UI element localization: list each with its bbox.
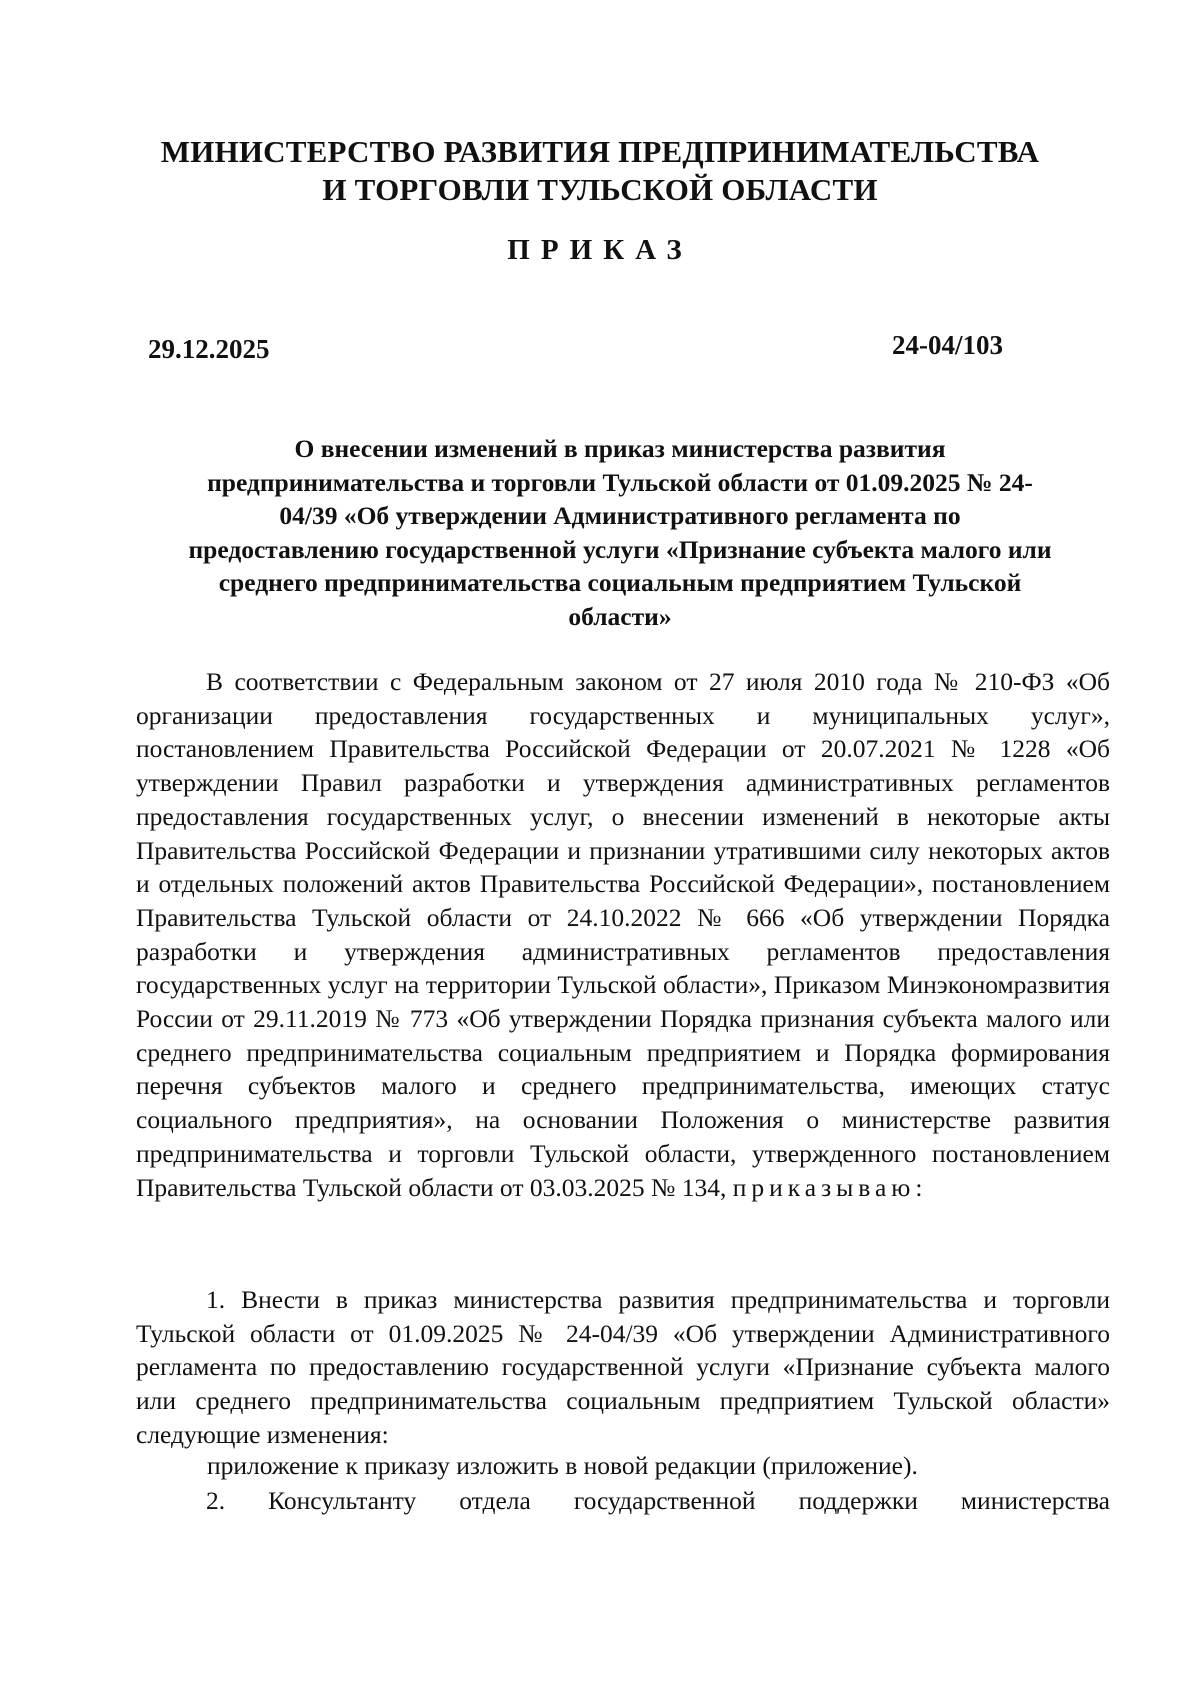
ministry-line-2: И ТОРГОВЛИ ТУЛЬСКОЙ ОБЛАСТИ [322,172,878,207]
item-1-paragraph [136,1283,1110,1452]
preamble-paragraph [136,665,1110,1204]
subject-line-5: среднего предпринимательства социальным предприятием Тульской [218,568,1022,597]
order-word: приказываю: [732,1172,928,1202]
item-2-text: 2. Консультанту отдела государственной поддержки министерства [206,1486,1110,1515]
subject-line-3: 04/39 «Об утверждении Административного регламента по [279,501,961,530]
order-date: 29.12.2025 [148,334,270,364]
subject-line-4: предоставлению государственной услуги «Признание субъекта малого или [188,534,1052,564]
subject-line-6: области» [568,601,672,631]
item-1-subclause: приложение к приказу изложить в новой редакции (приложение). [207,1451,918,1480]
order-number: 24-04/103 [892,330,1003,360]
document-type: ПРИКАЗ [507,234,693,266]
item-1-text: 1. Внести в приказ министерства развития предпринимательства и торговли Тульской области от 01.09.2025 № 24-04/39 «Об утверждении Административного регламента по предоставлению государственной услуги «Признание субъекта малого или среднего предпринимательства социальным предприятием Тульской области» следующие изменения: [136,1285,1110,1449]
subject-line-2: предпринимательства и торговли Тульской области от 01.09.2025 № 24- [207,467,1033,497]
subject-line-1: О внесении изменений в приказ министерства развития [294,434,946,463]
preamble-text: В соответствии с Федеральным законом от 27 июля 2010 года № 210-ФЗ «Об организации предоставления государственных и муниципальных услуг», постановлением Правительства Российской Федерации от 20.07.2021 № 1228 «Об утверждении Правил разработки и утверждения административных регламентов предоставления государственных услуг, о внесении изменений в некоторые акты Правительства Российской Федерации и признании утратившими силу некоторых актов и отдельных положений актов Правительства Российской Федерации», постановлением Правительства Тульской области от 24.10.2022 № 666 «Об утверждении Порядка разработки и утверждения административных регламентов предоставления государственных услуг на территории Тульской области», Приказом Минэкономразвития России от 29.11.2019 № 773 «Об утверждении Порядка признания субъекта малого или среднего предпринимательства социальным предприятием и Порядка формирования перечня субъектов малого и среднего предпринимательства, имеющих статус социального предприятия», на основании Положения о министерстве развития предпринимательства и торговли Тульской области, утвержденного постановлением Правительства Тульской области от 03.03.2025 № 134, [136,667,1110,1202]
order-subject [140,432,1100,633]
ministry-line-1: МИНИСТЕРСТВО РАЗВИТИЯ ПРЕДПРИНИМАТЕЛЬСТВА [160,134,1040,169]
item-2-paragraph [136,1484,1110,1518]
ministry-name [150,133,1050,209]
